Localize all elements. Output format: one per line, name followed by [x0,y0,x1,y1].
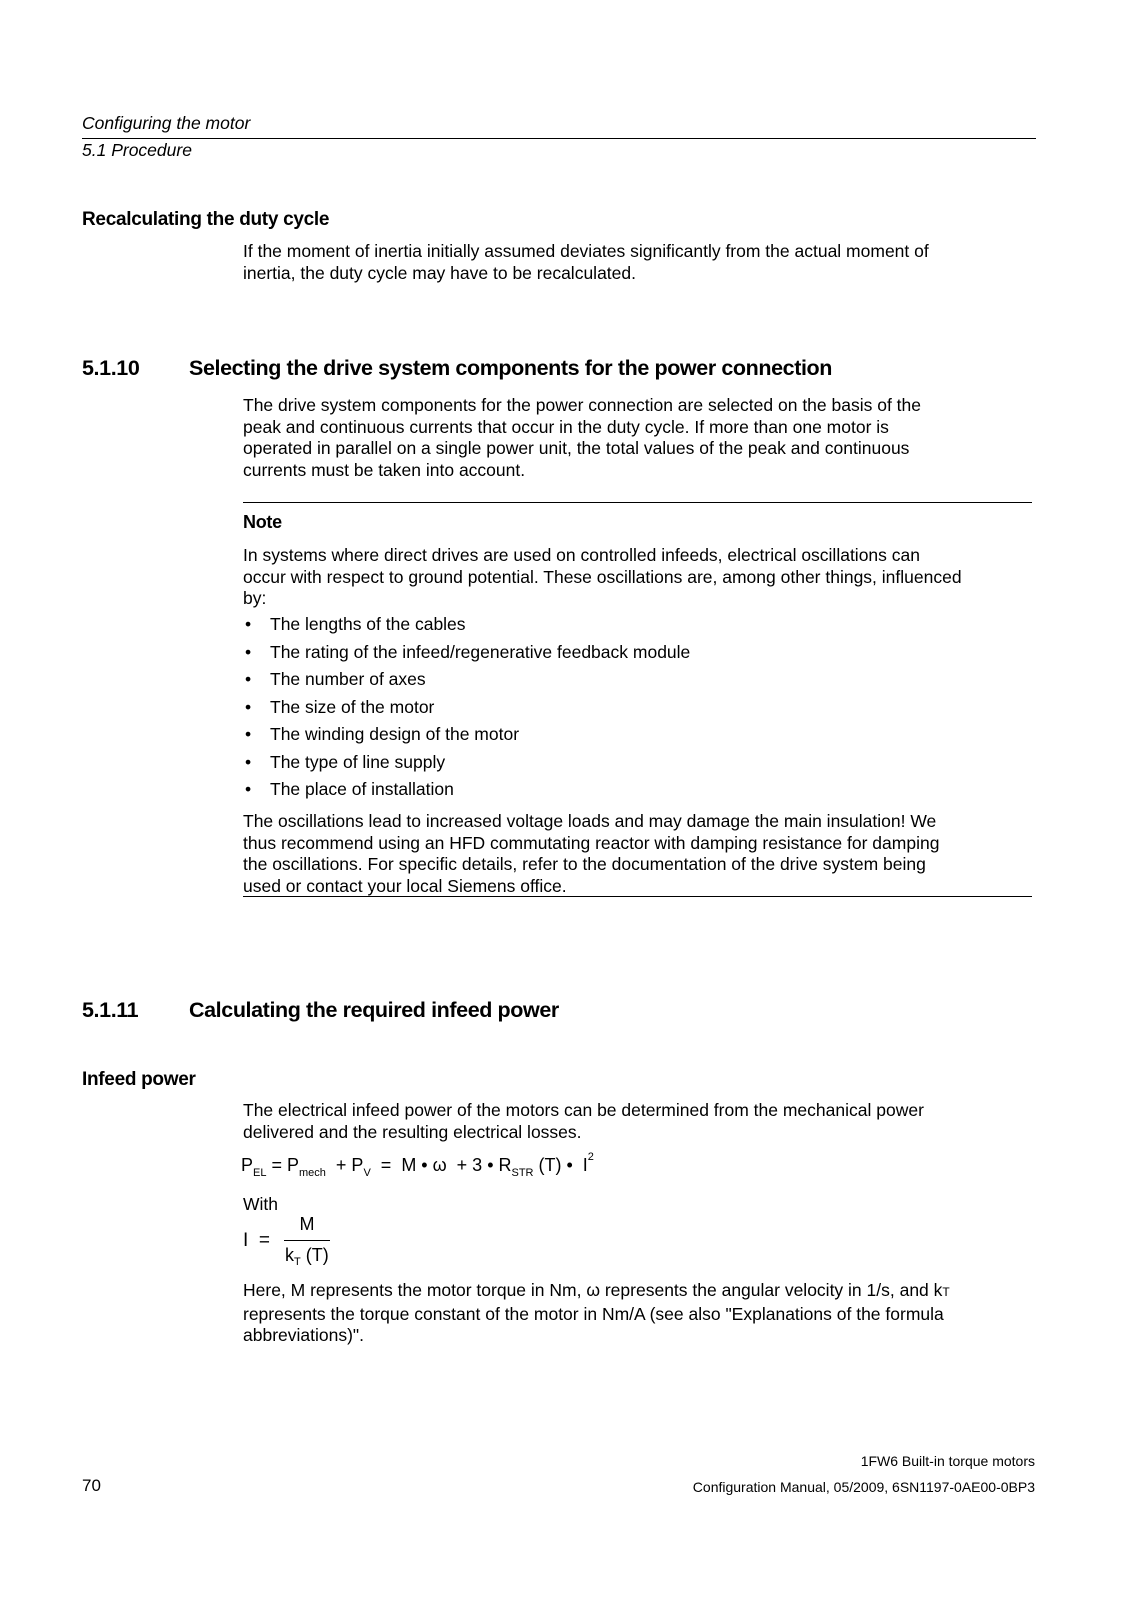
fraction-bar [284,1240,330,1241]
list-item: • The number of axes [243,669,1033,697]
formula-plus: + P [325,1155,364,1175]
formula-sub-mech: mech [299,1167,326,1179]
list-item: • The place of installation [243,779,1033,807]
running-header-section: 5.1 Procedure [82,140,192,160]
infeed-paragraph [243,1100,1033,1143]
formula-p: P [241,1155,254,1175]
list-item: • The size of the motor [243,697,1033,725]
den-rest: (T) [300,1245,329,1265]
formula-rest1: = M • ω + 3 • R [370,1155,512,1175]
text-line: occur with respect to ground potential. These oscillations are, among other things, influenced [243,566,962,587]
section-5-1-10-number: 5.1.10 [82,356,140,380]
text-line: by: [243,588,267,608]
running-header-chapter: Configuring the motor [82,113,251,133]
explain-sub-t: T [942,1285,950,1299]
fraction-numerator: M [299,1214,315,1234]
footer-manual: Configuration Manual, 05/2009, 6SN1197-0AE00-0BP3 [692,1479,1035,1495]
formula-sub-el: EL [253,1167,267,1179]
note-title: Note [243,512,282,532]
recalc-heading: Recalculating the duty cycle [82,209,330,230]
text-line: If the moment of inertia initially assumed deviates significantly from the actual moment of [243,241,929,261]
text-line: In systems where direct drives are used on controlled infeeds, electrical oscillations can [243,545,920,565]
note-intro [243,545,1033,610]
formula-sub-str: STR [511,1167,534,1179]
den-sub-t: T [294,1256,301,1268]
infeed-power-formula [241,1151,594,1179]
recalc-paragraph [243,241,1033,284]
list-item: • The rating of the infeed/regenerative feedback module [243,642,1033,670]
note-outro [243,811,1033,897]
text-line: thus recommend using an HFD commutating reactor with damping resistance for damping [243,832,940,853]
header-rule [82,138,1036,139]
section-5-1-11-title: Calculating the required infeed power [189,998,559,1022]
den-k: k [285,1245,294,1265]
text-line: used or contact your local Siemens office. [243,875,567,896]
note-bullet-list [243,614,1033,807]
list-item: • The type of line supply [243,752,1033,780]
text-line: The drive system components for the power connection are selected on the basis of the [243,395,922,415]
formula-rest2: (T) • I [533,1155,588,1175]
with-label: With [243,1194,278,1214]
formula-eq1: = P [266,1155,300,1175]
text-line: inertia, the duty cycle may have to be recalculated. [243,262,636,283]
section-5-1-11-number: 5.1.11 [82,998,139,1022]
current-formula-lhs: I = [243,1230,270,1251]
text-line: abbreviations)". [243,1325,364,1345]
section-5-1-10-title: Selecting the drive system components for the power connection [189,356,833,380]
text-line: represents the torque constant of the motor in Nm/A (see also "Explanations of the formula [243,1303,944,1324]
footer-product: 1FW6 Built-in torque motors [860,1453,1035,1469]
section-5-1-10-paragraph [243,395,1033,481]
text-line: operated in parallel on a single power unit, the total values of the peak and continuous [243,438,910,458]
list-item: • The winding design of the motor [243,724,1033,752]
note-bottom-rule [243,896,1032,897]
text-line: currents must be taken into account. [243,459,526,480]
text-line: The electrical infeed power of the motors can be determined from the mechanical power [243,1100,924,1120]
text-line: the oscillations. For specific details, refer to the documentation of the drive system being [243,854,926,874]
explain-line-1: Here, M represents the motor torque in Nm, ω represents the angular velocity in 1/s, and k [243,1280,943,1300]
fraction-denominator [285,1245,329,1266]
note-top-rule [243,502,1032,503]
explanation-paragraph [243,1280,1033,1347]
text-line: The oscillations lead to increased voltage loads and may damage the main insulation! We [243,811,937,831]
text-line: delivered and the resulting electrical losses. [243,1121,582,1142]
formula-sub-v: V [363,1167,371,1179]
infeed-heading: Infeed power [82,1069,196,1090]
list-item: • The lengths of the cables [243,614,1033,642]
page-number: 70 [82,1476,101,1495]
text-line: peak and continuous currents that occur in the duty cycle. If more than one motor is [243,416,889,437]
formula-sup-square: 2 [587,1151,594,1163]
text-line [243,1280,1033,1304]
